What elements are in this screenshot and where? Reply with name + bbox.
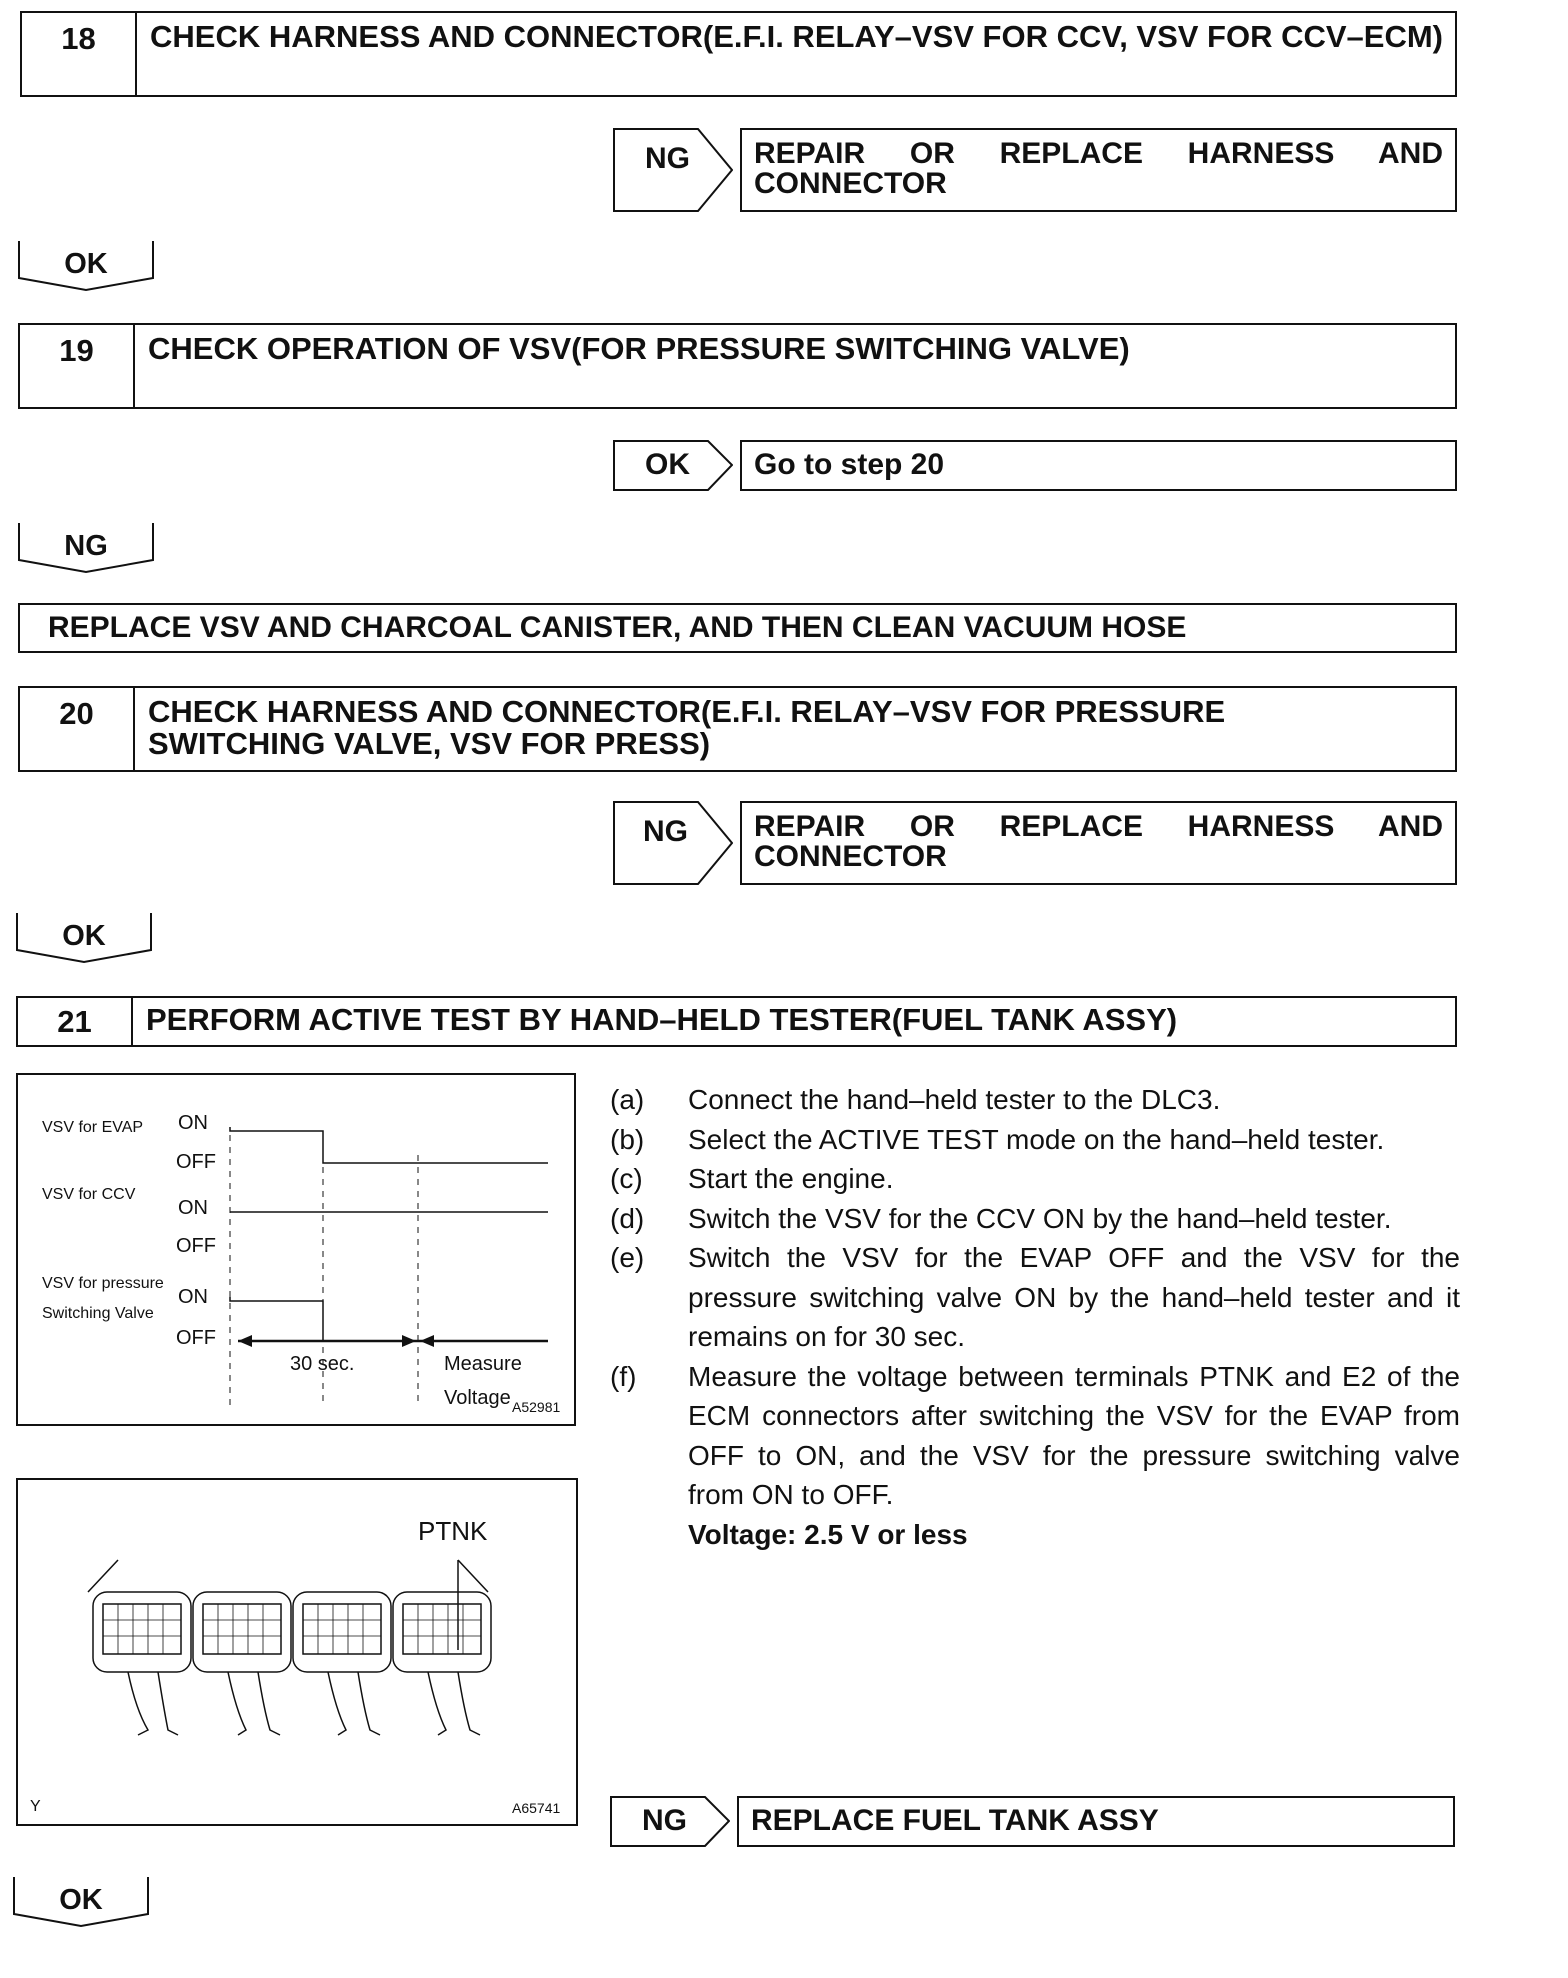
ptnk-label: PTNK — [418, 1516, 488, 1546]
ng-label: NG — [64, 530, 108, 562]
label-duration: 30 sec. — [290, 1353, 355, 1375]
ng-result: REPLACE FUEL TANK ASSY — [737, 1796, 1455, 1847]
ok-label: OK — [64, 248, 108, 280]
label-off: OFF — [176, 1327, 216, 1349]
label-switching-valve: Switching Valve — [42, 1305, 154, 1322]
step-title-line-1: CHECK HARNESS AND CONNECTOR(E.F.I. RELAY–VSV FOR PRESSURE — [148, 694, 1226, 729]
label-vsv-pressure: VSV for pressure — [42, 1275, 164, 1292]
step-19-header — [18, 323, 1457, 409]
instruction-item: (c) Start the engine. — [610, 1163, 894, 1194]
timing-chart-figure — [16, 1073, 576, 1426]
ng-tab — [18, 522, 154, 574]
step-21-header — [16, 996, 1457, 1047]
label-measure: Measure — [444, 1353, 522, 1375]
label-on: ON — [178, 1197, 208, 1219]
ok-label: OK — [62, 920, 106, 952]
step-title: CHECK OPERATION OF VSV(FOR PRESSURE SWITCHING VALVE) — [148, 331, 1130, 366]
connector-figure — [16, 1478, 578, 1826]
ok-label: OK — [645, 448, 690, 481]
instruction-item: (e) Switch the VSV for the EVAP OFF and the VSV for the pressure switching valve ON by the hand–held tester and it remains on for 30 sec. — [610, 1242, 1460, 1352]
step-number: 18 — [22, 13, 137, 95]
ecm-connector-drawing — [18, 1480, 576, 1824]
figure-id: A65741 — [512, 1800, 561, 1816]
ng-tag — [613, 128, 733, 212]
ok-tab — [16, 912, 152, 964]
ok-label: OK — [59, 1884, 103, 1916]
step-18-header — [20, 11, 1457, 97]
ok-tab — [13, 1876, 149, 1928]
label-voltage: Voltage — [444, 1387, 511, 1409]
step-20-header — [18, 686, 1457, 772]
ok-tag — [613, 440, 733, 491]
voltage-spec: Voltage: 2.5 V or less — [688, 1518, 968, 1550]
ok-tab — [18, 240, 154, 292]
step-title: CHECK HARNESS AND CONNECTOR(E.F.I. RELAY–VSV FOR CCV, VSV FOR CCV–ECM) — [150, 19, 1444, 54]
instruction-item: (d) Switch the VSV for the CCV ON by the hand–held tester. — [610, 1202, 1392, 1234]
step-title — [148, 696, 1445, 760]
instruction-item: (f) Measure the voltage between terminals PTNK and E2 of the ECM connectors after switching the VSV for the EVAP from OFF to ON, and the VSV for the pressure switching valve from ON to OFF. — [610, 1360, 1460, 1510]
instruction-list — [610, 1080, 1460, 1554]
label-off: OFF — [176, 1151, 216, 1173]
step-title-line-2: SWITCHING VALVE, VSV FOR PRESS) — [148, 726, 711, 761]
step-title: PERFORM ACTIVE TEST BY HAND–HELD TESTER(FUEL TANK ASSY) — [146, 1002, 1178, 1037]
label-off: OFF — [176, 1235, 216, 1257]
ng-label: NG — [645, 142, 690, 175]
label-on: ON — [178, 1286, 208, 1308]
ng-label: NG — [642, 1804, 687, 1837]
ng-label: NG — [643, 815, 688, 848]
label-on: ON — [178, 1112, 208, 1134]
ok-result: Go to step 20 — [740, 440, 1457, 491]
ng-tag — [610, 1796, 730, 1847]
ng-result: REPAIR OR REPLACE HARNESS AND CONNECTOR — [740, 801, 1457, 885]
ng-result: REPAIR OR REPLACE HARNESS AND CONNECTOR — [740, 128, 1457, 212]
step-number: 20 — [20, 688, 135, 770]
ng-result: REPLACE VSV AND CHARCOAL CANISTER, AND THEN CLEAN VACUUM HOSE — [18, 603, 1457, 653]
label-vsv-evap: VSV for EVAP — [42, 1119, 144, 1136]
spec-row — [610, 1515, 1460, 1555]
label-vsv-ccv: VSV for CCV — [42, 1186, 136, 1203]
instruction-item: (b) Select the ACTIVE TEST mode on the hand–held tester. — [610, 1123, 1385, 1155]
step-number: 19 — [20, 325, 135, 407]
step-number: 21 — [18, 998, 133, 1045]
instruction-item: (a) Connect the hand–held tester to the DLC3. — [610, 1084, 1221, 1115]
corner-mark: Y — [30, 1798, 41, 1815]
figure-id: A52981 — [512, 1399, 561, 1415]
ng-tag — [613, 801, 733, 885]
